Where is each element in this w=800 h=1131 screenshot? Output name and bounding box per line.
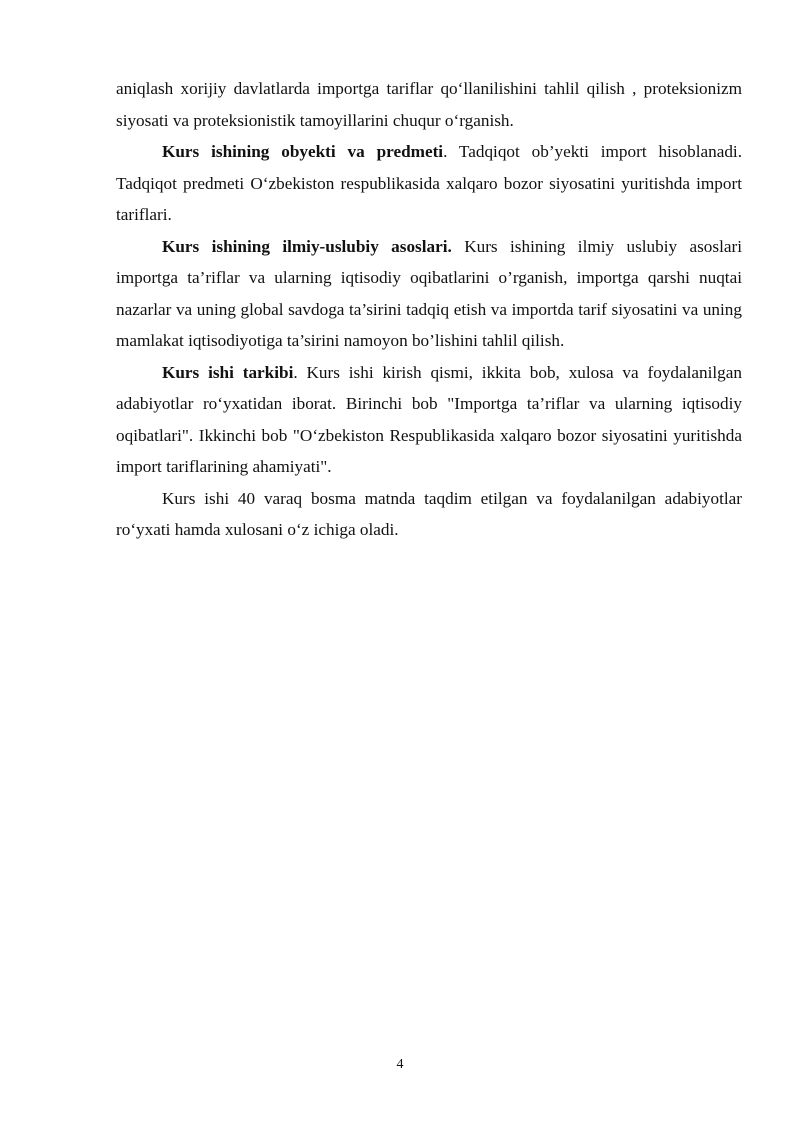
document-page — [116, 73, 742, 546]
paragraph-goals-continuation — [116, 73, 742, 136]
section-heading-methodology: Kurs ishining ilmiy-uslubiy asoslari. — [162, 236, 452, 256]
paragraph-object-subject — [116, 136, 742, 231]
paragraph-text: aniqlash xorijiy davlatlarda importga tariflar qo‘llanilishini tahlil qilish , proteksionizm siyosati va proteksionistik tamoyillarini chuqur o‘rganish. — [116, 79, 742, 130]
page-number: 4 — [396, 1057, 404, 1072]
paragraph-text: Kurs ishining ilmiy uslubiy asoslari importga ta’riflar va ularning iqtisodiy oqibatlarini o’rganish, importga qarshi nuqtai nazarlar va uning global savdoga ta’sirini tadqiq etish va importda tarif siyosatini va uning mamlakat iqtisodiyotiga ta’sirini namoyon bo’lishini tahlil qilish. — [116, 236, 742, 350]
paragraph-text: Kurs ishi 40 varaq bosma matnda taqdim etilgan va foydalanilgan adabiyotlar ro‘yxati hamda xulosani o‘z ichiga oladi. — [116, 488, 742, 539]
section-heading-object-subject: Kurs ishining obyekti va predmeti — [162, 142, 444, 161]
section-heading-structure: Kurs ishi tarkibi — [162, 362, 294, 382]
paragraph-volume — [116, 483, 742, 546]
paragraph-text: . Tadqiqot ob’yekti import hisoblanadi. Tadqiqot predmeti O‘zbekiston respublikasida xalqaro bozor siyosatini yuritishda import tariflari. — [116, 142, 742, 224]
paragraph-structure — [116, 357, 742, 483]
paragraph-methodology — [116, 231, 742, 357]
paragraph-text: . Kurs ishi kirish qismi, ikkita bob, xulosa va foydalanilgan adabiyotlar ro‘yxatidan iborat. Birinchi bob "Importga ta’riflar va ularning iqtisodiy oqibatlari". Ikkinchi bob "O‘zbekiston Respublikasida xalqaro bozor siyosatini yuritishda import tariflarining ahamiyati". — [116, 362, 742, 476]
